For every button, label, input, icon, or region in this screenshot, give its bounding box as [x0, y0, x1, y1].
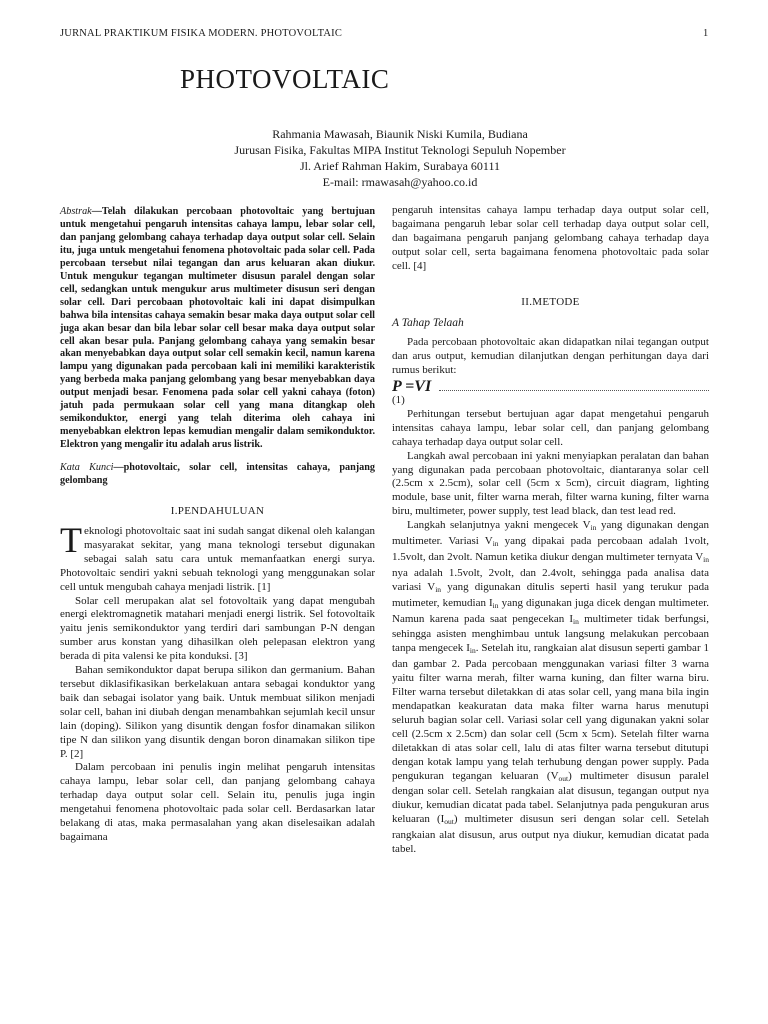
left-column [60, 206, 375, 845]
m4-text-b: yang digunakan dengan multimeter. Variasi V [392, 519, 709, 548]
author-names: Rahmania Mawasah, Biaunik Niski Kumila, Budiana [272, 127, 528, 141]
subsection-heading: A Tahap Telaah [392, 317, 464, 330]
method-paragraph-4 [392, 519, 709, 857]
m4-sub-c: in [703, 554, 709, 564]
method-paragraph-1: Pada percobaan photovoltaic akan didapatkan nilai tegangan output dan arus output, kemudian dilanjutkan dengan perhitungan daya dari rumus berikut: [392, 336, 709, 377]
m4-text-i: ) multimeter disusun paralel dengan solar cell. Setelah rangkaian alat disusun, tegangan output nya diukur, kemudian dicatat pada tabel. Selanjutnya pada pengukuran arus keluaran (I [392, 769, 710, 826]
m4-text-e: yang digunakan ditulis seperti hasil yang terukur pada mutimeter, kemudian I [392, 580, 709, 609]
equation-number: (1) [392, 393, 405, 406]
method-paragraph-3: Langkah awal percobaan ini yakni menyiapkan peralatan dan bahan yang digunakan pada percobaan photovoltaic, diantaranya solar cell (2.5cm x 2.5cm), solar cell (5cm x 5cm), circuit diagram, lighting module, base unit, filter warna merah, filter warna kuning, filter warna biru, multimeter, power supply, test lead black, dan test lead red. [392, 449, 709, 518]
m4-sub-a: in [590, 523, 597, 533]
m4-sub-h: out [558, 773, 569, 783]
m4-text-f: yang digunakan juga dicek dengan multimeter. Namun karena pada saat pengecekan I [392, 596, 709, 625]
abstract-label: Abstrak [60, 206, 92, 217]
intro-paragraph-1-text: eknologi photovoltaic saat ini sudah sangat dikenal oleh kalangan masyarakat sekitar, yang mana teknologi tersebut digunakan sebagai salah satu cara untuk memanfaatkan energi surya. Photovoltaic sendiri yakni sebuah teknologi yang menggunakan solar cell untuk mengubah cahaya menjadi listrik. [1] [60, 525, 375, 593]
intro-paragraph-2: Solar cell merupakan alat sel fotovoltaik yang dapat mengubah energi elektromagnetik matahari menjadi energi listrik. Sel fotovoltaik yaitu jenis semikonduktor yang terdiri dari sambungan P-N dengan sumber arus konstan yang dihasilkan oleh pelepasan elektron yang berada di pita valensi ke pita konduksi. [3] [60, 594, 375, 663]
intro-paragraph-1 [60, 520, 375, 595]
equation-leader-dots [439, 390, 709, 391]
m4-sub-g: in [469, 646, 476, 656]
author-address: Jl. Arief Rahman Hakim, Surabaya 60111 [299, 159, 501, 173]
m4-sub-f: in [573, 616, 579, 626]
page-number: 1 [703, 28, 709, 39]
m4-text-c: yang dipakai pada percobaan adalah 1volt, 1.5volt, dan 2volt. Namun ketika diukur dengan multimeter ternyata V [392, 535, 709, 563]
section-heading-introduction: I.PENDAHULUAN [170, 505, 265, 518]
keywords [60, 461, 375, 487]
author-affiliation: Jurusan Fisika, Fakultas MIPA Institut Teknologi Sepuluh Nopember [234, 143, 566, 157]
m4-sub-i: out [444, 817, 454, 827]
paper-title: PHOTOVOLTAIC [180, 64, 390, 94]
m4-sub-b: in [492, 539, 499, 549]
author-email: E-mail: rmawasah@yahoo.co.id [322, 175, 478, 189]
m4-text-a: Langkah selanjutnya yakni mengecek V [407, 519, 591, 532]
intro-paragraph-4: Dalam percobaan ini penulis ingin melihat pengaruh intensitas cahaya lampu, lebar solar cell, dan panjang gelombang cahaya terhadap daya output solar cell. Selain itu, penulis juga ingin mengetahui fenomena photovoltaic pada solar cell. Berdasarkan latar belakang di atas, maka permasalahan yang akan diselesaikan adalah bagaimana [60, 761, 375, 843]
method-paragraph-2: Perhitungan tersebut bertujuan agar dapat mengetahui pengaruh intensitas cahaya lampu, lebar solar cell, dan panjang gelombang cahaya terhadap daya output solar cell. [392, 407, 709, 448]
m4-text-h: . Setelah itu, rangkaian alat disusun seperti gambar 1 dan gambar 2. Pada percobaan menggunakan variasi filter 3 warna yaitu filter warna merah, filter warna kuning, dan filter warna biru. Filter warna tersebut diletakkan di atas solar cell, yang mana bila ingin mendapatkan keakuratan data maka filter warna harus menutupi seluruh bagian solar cell. Variasi solar cell yang digunakan yakni solar cell (2.5cm x 2.5cm) dan solar cell (5cm x 5cm). Setelah filter warna diletakkan di atas solar cell, lalu di atas filter warna tersebut ditutupi dengan kotak lampu yang telah terhubung dengan power supply. Pada pengukuran tegangan keluaran (V [392, 642, 709, 782]
m4-text-d: nya adalah 1.5volt, 2volt, dan 2.4volt, sehingga pada analisa data variasi V [392, 566, 709, 593]
keywords-text: —photovoltaic, solar cell, intensitas cahaya, panjang gelombang [60, 462, 375, 487]
equation [392, 380, 709, 394]
keywords-label: Kata Kunci [60, 462, 114, 474]
intro-paragraph-3: Bahan semikonduktor dapat berupa silikon dan germanium. Bahan tersebut diklasifikasikan berkelakuan antara sebagai konduktor yang baik dan sebagai isolator yang baik. Untuk membuat silikon menjadi solar cell, bahan ini diubah dengan menambahkan sejumlah kecil unsur lain (doping). Silikon yang disuntik dengan fosfor dinamakan silikon tipe N dan silikon yang disuntik dengan boron dinamakan silikon tipe P. [2] [60, 664, 375, 760]
intro-continuation: pengaruh intensitas cahaya lampu terhadap daya output solar cell, bagaimana pengaruh lebar solar cell terhadap daya output solar cell, dan bagaimana pengaruh panjang gelombang cahaya terhadap daya output solar cell, serta bagaimana fenomena photovoltaic pada solar cell. [4] [392, 204, 709, 272]
abstract-text: —Telah dilakukan percobaan photovoltaic yang bertujuan untuk mengetahui pengaruh intensitas cahaya lampu, lebar solar cell, dan panjang gelombang cahaya terhadap daya output solar cell. Selain itu, juga untuk mengetahui fenomena photovoltaic pada solar cell. Pada percobaan tersebut nilai tegangan dan arus keluaran akan diukur. Untuk mengukur tegangan multimeter disusun paralel dengan solar cell, sedangkan untuk mengukur arus multimeter disusun seri dengan solar cell. Dari percobaan photovoltaic kali ini dapat disimpulkan bahwa bila intensitas cahaya semakin besar maka daya output solar cell juga akan besar dan bila lebar solar cell besar maka daya output solar cell akan besar pula. Panjang gelombang cahaya yang semakin besar akan menyebabkan daya output solar cell semakin kecil, namun karena lampu yang digunakan pada percobaan kali ini memiliki karakteristik yang berbeda maka panjang gelombang yang besar menyebabkan daya output menjadi besar. Fenomena pada solar cell yakni cahaya (foton) jatuh pada permukaan solar cell yang mana ditangkap oleh semikonduktor, energi yang telah diterima oleh cahaya ini menyebabkan elektron lepas kemudian mengalir dalam semikonduktor. Elektron yang mengalir itu adalah arus listrik. [60, 206, 375, 451]
m4-text-g: multimeter tidak berfungsi, sehingga asisten menghimbau untuk langsung melakukan percobaan tanpa mengecek I [392, 612, 709, 655]
m4-sub-d: in [435, 584, 442, 594]
m4-text-j: ) multimeter disusun seri dengan solar cell. Setelah rangkaian alat disusun, arus output nya diukur, kemudian dicatat pada tabel. [392, 813, 709, 856]
right-column [392, 204, 709, 857]
equation-formula: P =VI [392, 378, 432, 396]
section-heading-method: II.METODE [521, 295, 580, 308]
abstract [60, 206, 375, 452]
drop-cap: T [60, 520, 82, 561]
m4-sub-e: in [492, 600, 499, 610]
running-header: JURNAL PRAKTIKUM FISIKA MODERN. PHOTOVOLTAIC [60, 28, 343, 39]
